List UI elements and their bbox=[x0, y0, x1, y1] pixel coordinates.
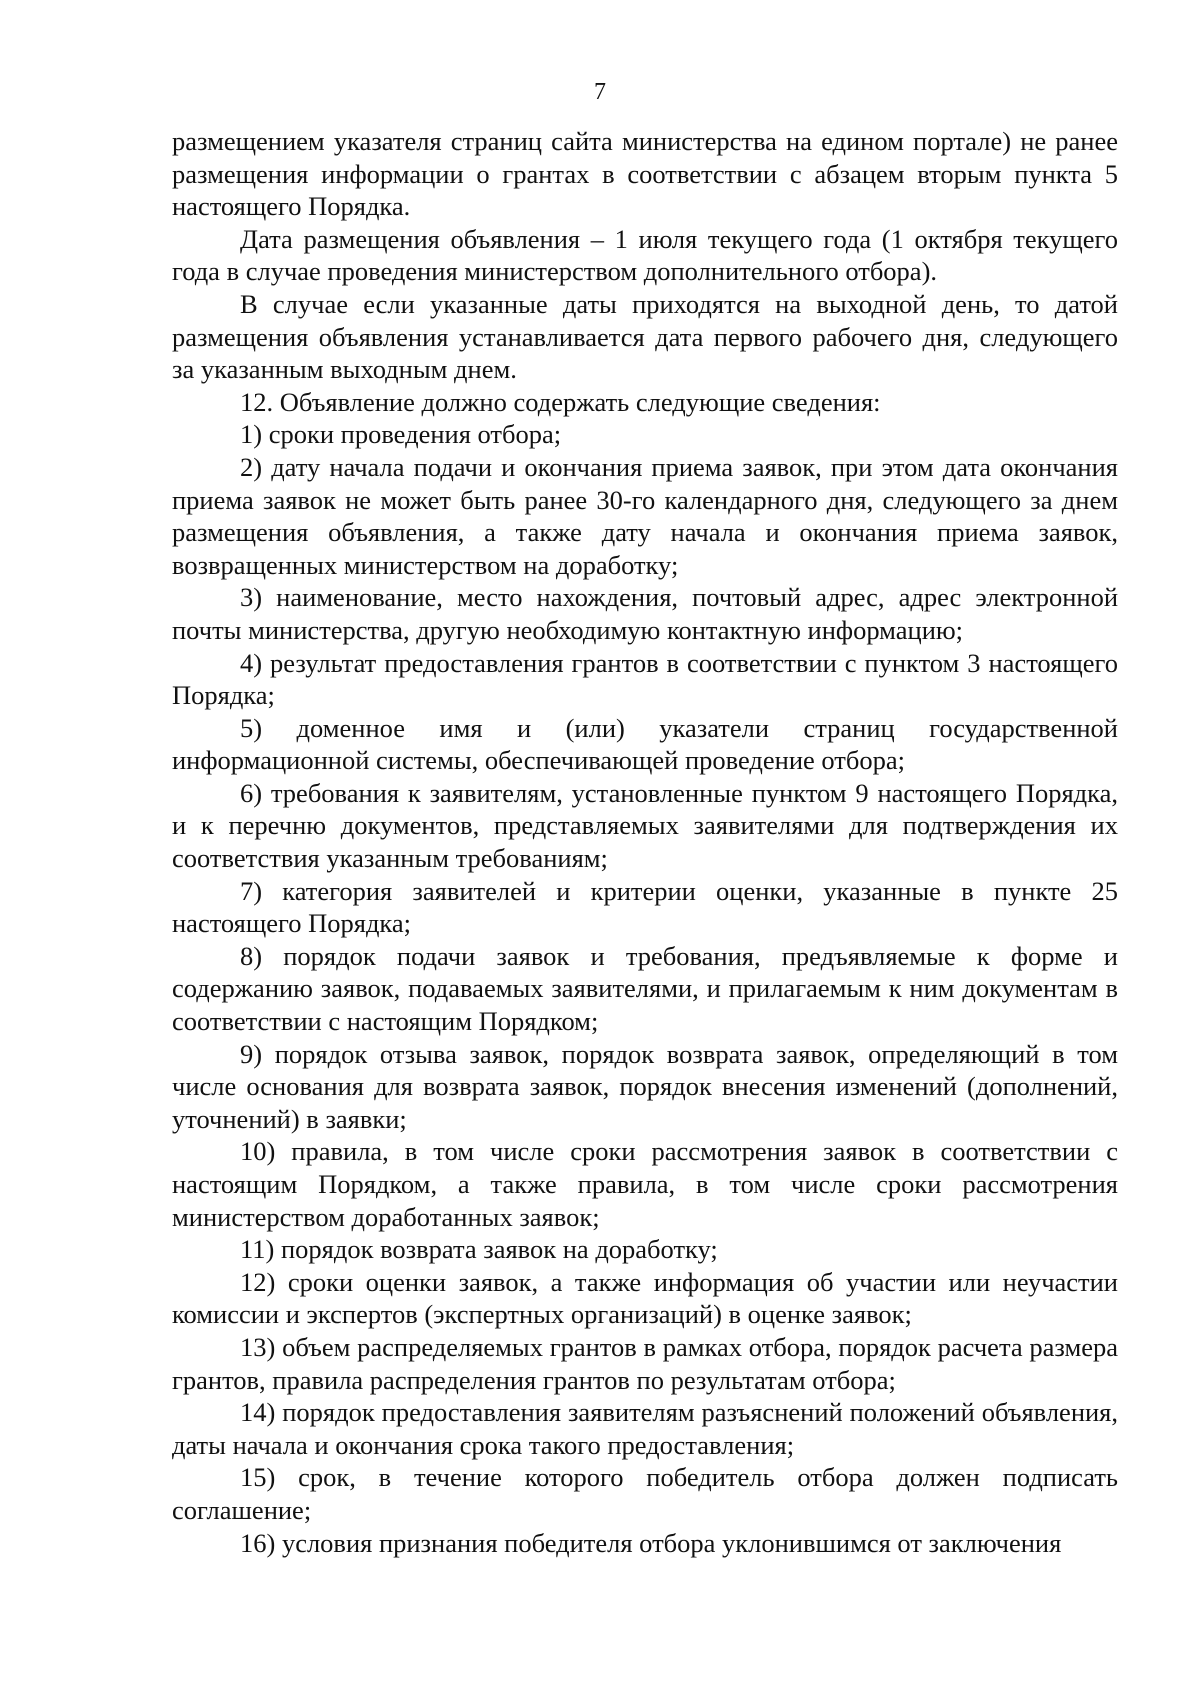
list-item: 14) порядок предоставления заявителям разъяснений положений объявления, даты начала и окончания срока такого предоставления; bbox=[172, 1397, 1118, 1460]
list-item: 12) сроки оценки заявок, а также информация об участии или неучастии комиссии и экспертов (экспертных организаций) в оценке заявок; bbox=[172, 1266, 1118, 1330]
paragraph-announcement-date: Дата размещения объявления – 1 июля текущего года (1 октября текущего года в случае проведения министерством дополнительного отбора). bbox=[172, 223, 1118, 287]
document-body bbox=[172, 125, 1118, 1559]
paragraph-clause-12: 12. Объявление должно содержать следующие сведения: bbox=[240, 386, 881, 417]
list-item: 16) условия признания победителя отбора уклонившимся от заключения bbox=[240, 1527, 1062, 1558]
list-item: 9) порядок отзыва заявок, порядок возврата заявок, определяющий в том числе основания для возврата заявок, порядок внесения изменений (дополнений, уточнений) в заявки; bbox=[172, 1038, 1118, 1134]
list-item: 11) порядок возврата заявок на доработку; bbox=[240, 1234, 718, 1265]
paragraph: В случае если указанные даты приходятся на выходной день, то датой размещения объявления устанавливается дата первого рабочего дня, следующего за указанным выходным днем. bbox=[172, 288, 1118, 385]
list-item: 10) правила, в том числе сроки рассмотрения заявок в соответствии с настоящим Порядком, а также правила, в том числе сроки рассмотрения министерством доработанных заявок; bbox=[172, 1136, 1118, 1232]
list-item: 2) дату начала подачи и окончания приема заявок, при этом дата окончания приема заявок не может быть ранее 30-го календарного дня, следующего за днем размещения объявления, а также дату начала и окончания приема заявок, возвращенных министерством на доработку; bbox=[172, 451, 1118, 580]
list-item: 5) доменное имя и (или) указатели страниц государственной информационной системы, обеспечивающей проведение отбора; bbox=[172, 712, 1118, 776]
list-item: 3) наименование, место нахождения, почтовый адрес, адрес электронной почты министерства, другую необходимую контактную информацию; bbox=[172, 582, 1118, 645]
list-item: 8) порядок подачи заявок и требования, предъявляемые к форме и содержанию заявок, подаваемых заявителями, и прилагаемым к ним документам в соответствии с настоящим Порядком; bbox=[172, 940, 1118, 1037]
page-number: 7 bbox=[594, 79, 606, 105]
list-item: 7) категория заявителей и критерии оценки, указанные в пункте 25 настоящего Порядка; bbox=[172, 875, 1118, 939]
list-item: 6) требования к заявителям, установленные пунктом 9 настоящего Порядка, и к перечню документов, представляемых заявителями для подтверждения их соответствия указанным требованиям; bbox=[172, 777, 1118, 874]
list-item: 15) срок, в течение которого победитель отбора должен подписать соглашение; bbox=[172, 1462, 1118, 1525]
list-item: 1) сроки проведения отбора; bbox=[240, 419, 562, 450]
list-item: 4) результат предоставления грантов в соответствии с пунктом 3 настоящего Порядка; bbox=[172, 647, 1118, 711]
list-item: 13) объем распределяемых грантов в рамках отбора, порядок расчета размера грантов, правила распределения грантов по результатам отбора; bbox=[172, 1331, 1118, 1395]
paragraph: размещением указателя страниц сайта министерства на едином портале) не ранее размещения информации о грантах в соответствии с абзацем вторым пункта 5 настоящего Порядка. bbox=[172, 126, 1118, 222]
